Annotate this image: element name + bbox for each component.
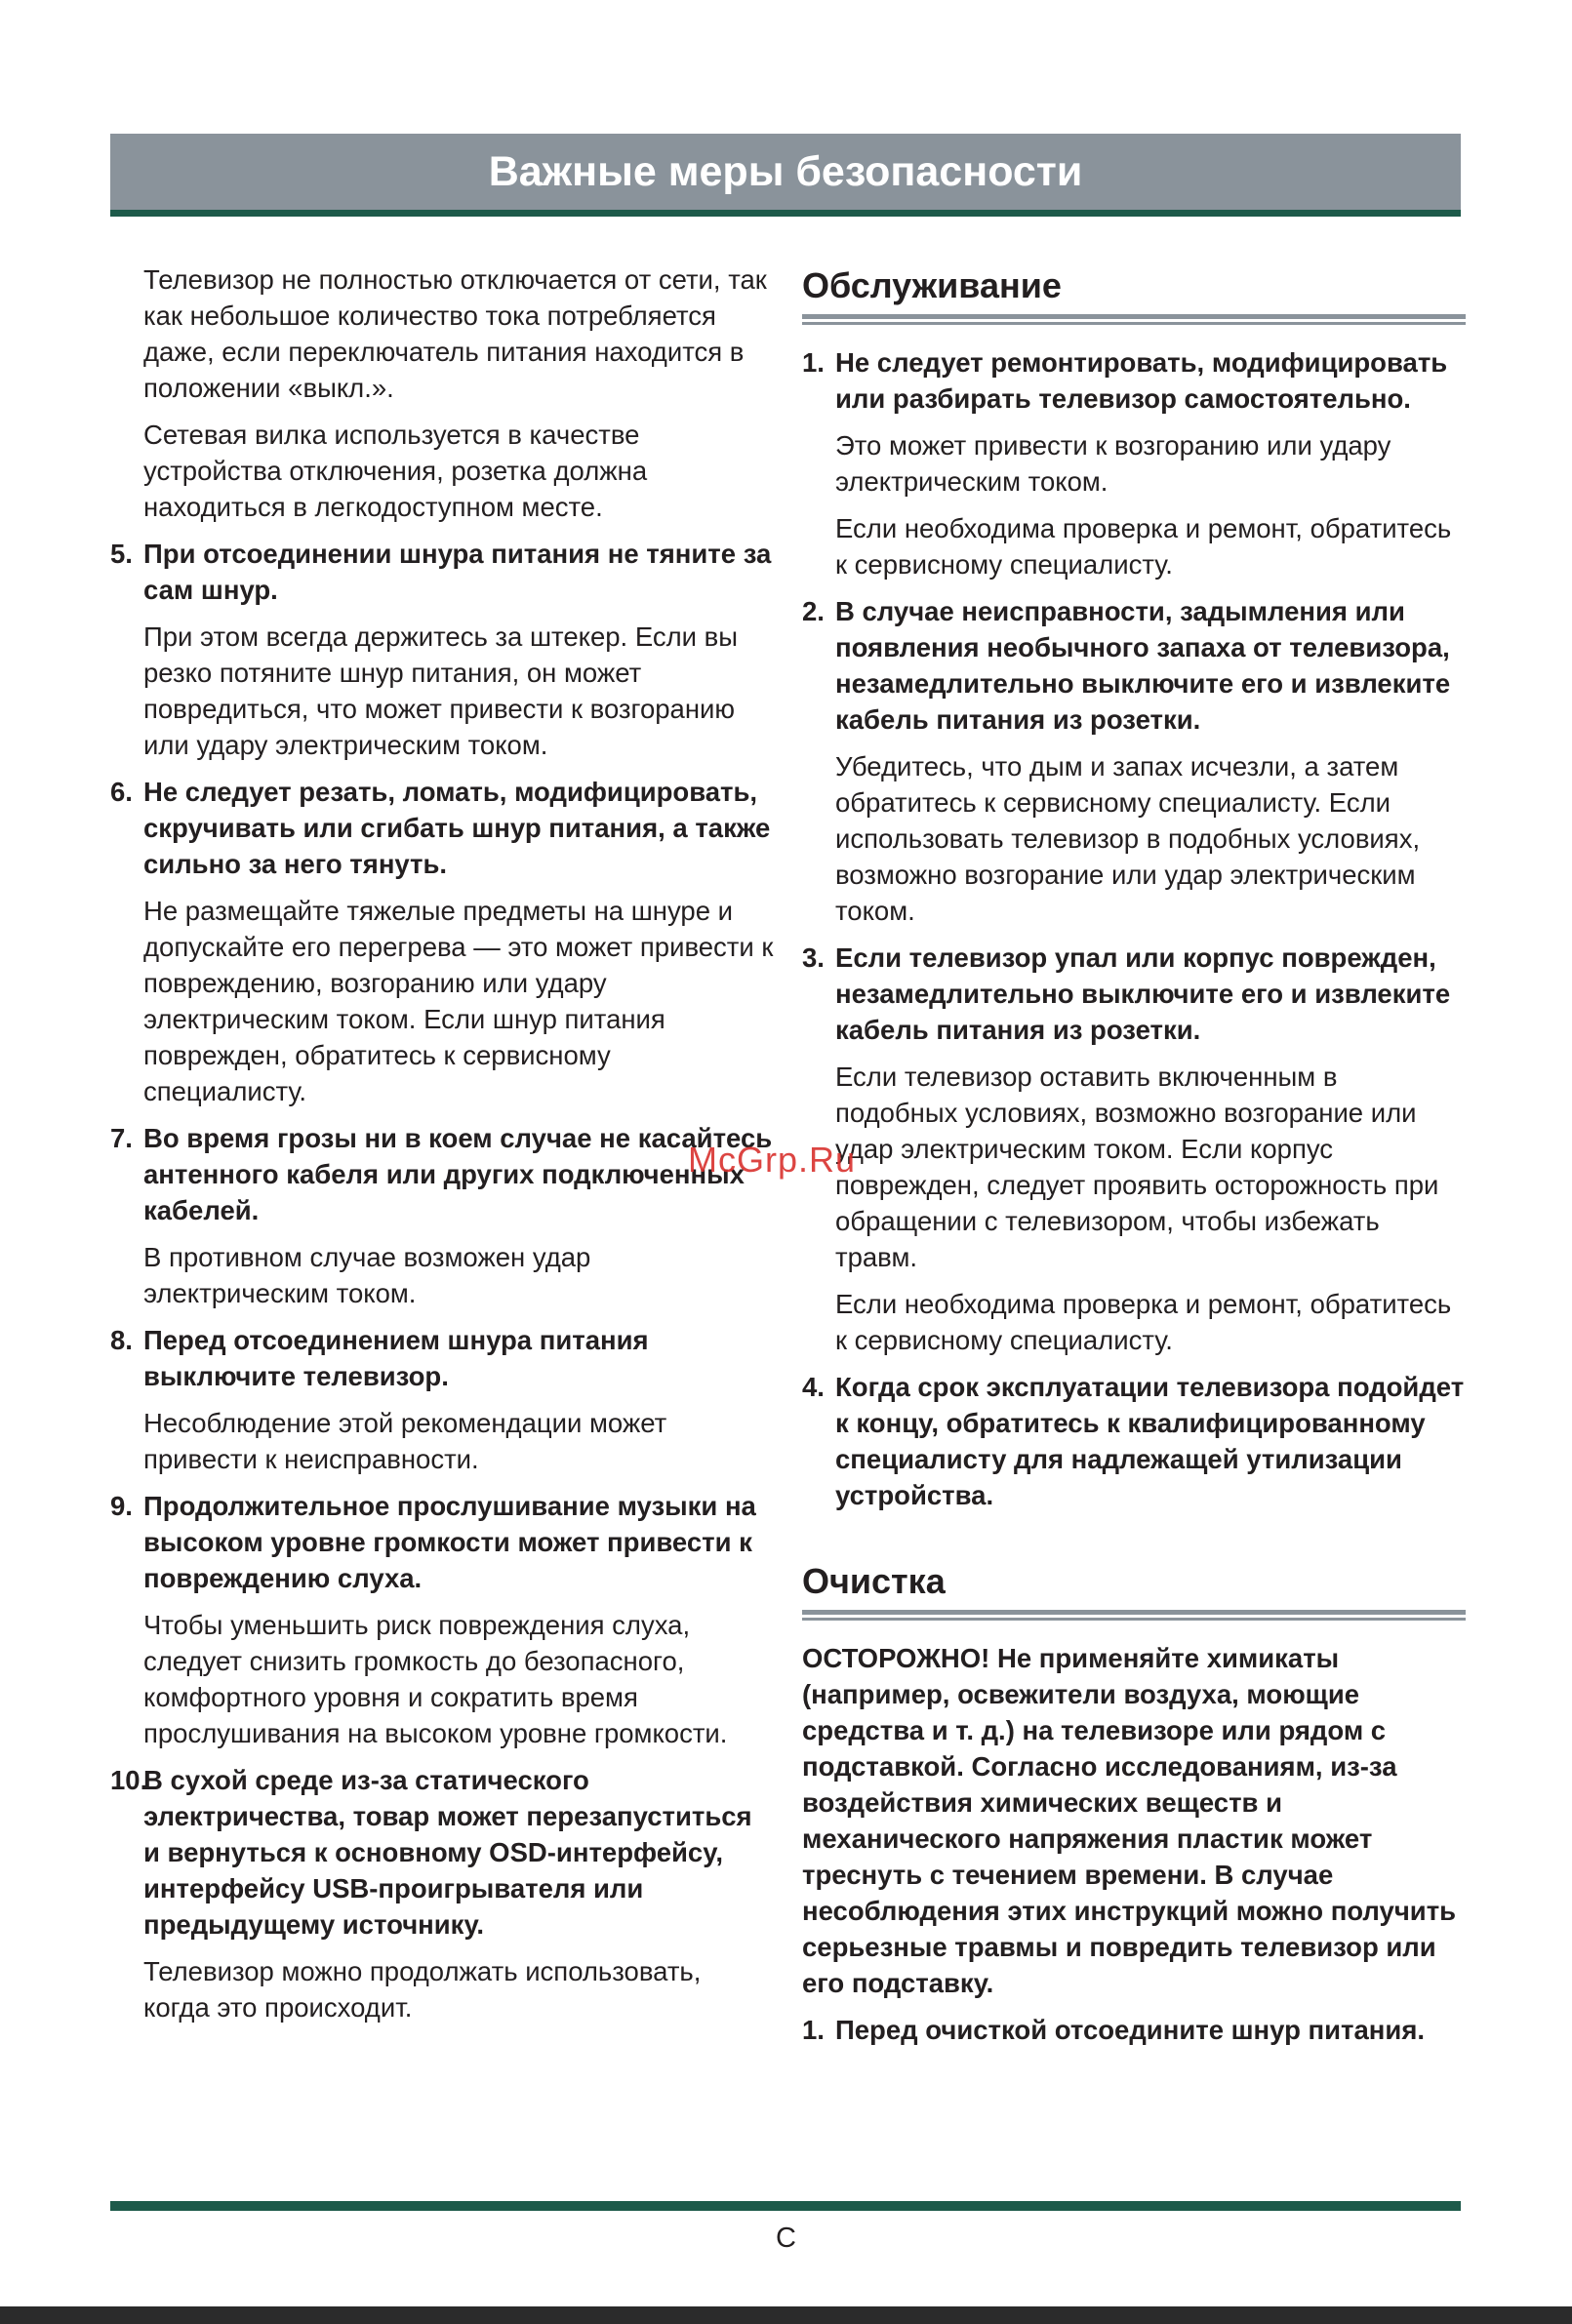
safety-item-5 <box>110 536 774 608</box>
cleaning-heading: Очистка <box>802 1561 946 1601</box>
item-body: При этом всегда держитесь за штекер. Если вы резко потяните шнур питания, он может повредиться, что может привести к возгоранию или удару электрическим током. <box>143 621 739 760</box>
item-number: 2. <box>802 596 825 626</box>
left-column <box>110 261 774 2036</box>
section-spacer <box>802 1524 1466 1557</box>
watermark-text: McGrp.Ru <box>688 1140 857 1180</box>
item-body: Чтобы уменьшить риск повреждения слуха, следует снизить громкость до безопасного, комфортного уровня и сократить время прослушивания на высоком уровне громкости. <box>143 1610 728 1748</box>
item-body: Если необходима проверка и ремонт, обратитесь к сервисному специалисту. <box>835 1289 1452 1355</box>
page-number: C <box>776 2223 796 2254</box>
safety-item-7 <box>110 1120 774 1228</box>
item-title: Когда срок эксплуатации телевизора подойдет к концу, обратитесь к квалифицированному специалисту для надлежащей утилизации устройства. <box>835 1372 1465 1510</box>
intro-paragraph: Сетевая вилка используется в качестве устройства отключения, розетка должна находиться в легкодоступном месте. <box>143 420 648 522</box>
item-number: 1. <box>802 347 825 378</box>
item-body: В противном случае возможен удар электрическим током. <box>143 1242 591 1308</box>
item-title: Во время грозы ни в коем случае не касайтесь антенного кабеля или других подключенных кабелей. <box>143 1123 773 1225</box>
safety-item-9 <box>110 1488 774 1596</box>
service-item-4 <box>802 1369 1466 1513</box>
page-title-banner <box>110 134 1461 217</box>
item-number: 1. <box>802 2015 825 2045</box>
item-body: Несоблюдение этой рекомендации может привести к неисправности. <box>143 1408 667 1474</box>
item-number: 3. <box>802 942 825 973</box>
right-column <box>802 261 1466 2059</box>
item-body: Телевизор можно продолжать использовать, когда это происходит. <box>143 1956 702 2023</box>
item-number: 5. <box>110 539 133 569</box>
safety-item-8 <box>110 1322 774 1394</box>
item-number: 4. <box>802 1372 825 1402</box>
item-title: Не следует ремонтировать, модифицировать или разбирать телевизор самостоятельно. <box>835 347 1448 414</box>
item-body: Убедитесь, что дым и запах исчезли, а затем обратитесь к сервисному специалисту. Если использовать телевизор в подобных условиях, возможно возгорание или удар электрическим током. <box>835 751 1421 926</box>
cleaning-warning: ОСТОРОЖНО! Не применяйте химикаты (например, освежители воздуха, моющие средства и т. д.) на телевизоре или рядом с подставкой. Согласно исследованиям, из-за воздействия химических веществ и механического напряжения пластик может треснуть с течением времени. В случае несоблюдения этих инструкций можно получить серьезные травмы и повредить телевизор или его подставку. <box>802 1643 1457 1998</box>
service-heading: Обслуживание <box>802 265 1062 305</box>
bottom-edge-strip <box>0 2306 1572 2324</box>
safety-item-6 <box>110 774 774 882</box>
safety-item-10 <box>110 1762 774 1943</box>
service-item-1 <box>802 344 1466 417</box>
item-title: Перед отсоединением шнура питания выключите телевизор. <box>143 1325 649 1391</box>
item-number: 9. <box>110 1491 133 1521</box>
cleaning-item-1 <box>802 2012 1466 2048</box>
item-number: 6. <box>110 777 133 807</box>
heading-divider <box>802 314 1466 325</box>
item-body: Если телевизор оставить включенным в подобных условиях, возможно возгорание или удар электрическим током. Если корпус поврежден, следует проявить осторожность при обращении с телевизором, чтобы избежать травм. <box>835 1062 1439 1272</box>
item-title: В случае неисправности, задымления или появления необычного запаха от телевизора, незамедлительно выключите его и извлеките кабель питания из розетки. <box>835 596 1451 735</box>
intro-paragraph: Телевизор не полностью отключается от сети, так как небольшое количество тока потребляется даже, если переключатель питания находится в положении «выкл.». <box>143 264 767 403</box>
item-number: 8. <box>110 1325 133 1355</box>
item-body: Если необходима проверка и ремонт, обратитесь к сервисному специалисту. <box>835 513 1452 580</box>
item-body: Это может привести к возгоранию или удару электрическим током. <box>835 430 1391 497</box>
item-title: В сухой среде из-за статического электричества, товар может перезапуститься и вернуться к основному OSD-интерфейсу, интерфейсу USB-проигрывателя или предыдущему источнику. <box>143 1765 752 1940</box>
service-item-3 <box>802 940 1466 1048</box>
service-item-2 <box>802 593 1466 738</box>
heading-divider <box>802 1610 1466 1621</box>
footer-divider <box>110 2201 1461 2211</box>
item-number: 10. <box>110 1765 148 1795</box>
item-title: Продолжительное прослушивание музыки на высоком уровне громкости может привести к повреждению слуха. <box>143 1491 756 1593</box>
page-title: Важные меры безопасности <box>488 147 1083 195</box>
item-number: 7. <box>110 1123 133 1153</box>
item-body: Не размещайте тяжелые предметы на шнуре и допускайте его перегрева — это может привести к повреждению, возгоранию или удару электрическим током. Если шнур питания поврежден, обратитесь к сервисному специалисту. <box>143 896 774 1106</box>
item-title: Не следует резать, ломать, модифицировать, скручивать или сгибать шнур питания, а также сильно за него тянуть. <box>143 777 771 879</box>
item-title: Перед очисткой отсоедините шнур питания. <box>835 2015 1426 2045</box>
item-title: Если телевизор упал или корпус поврежден, незамедлительно выключите его и извлеките кабель питания из розетки. <box>835 942 1451 1045</box>
item-title: При отсоединении шнура питания не тяните за сам шнур. <box>143 539 772 605</box>
